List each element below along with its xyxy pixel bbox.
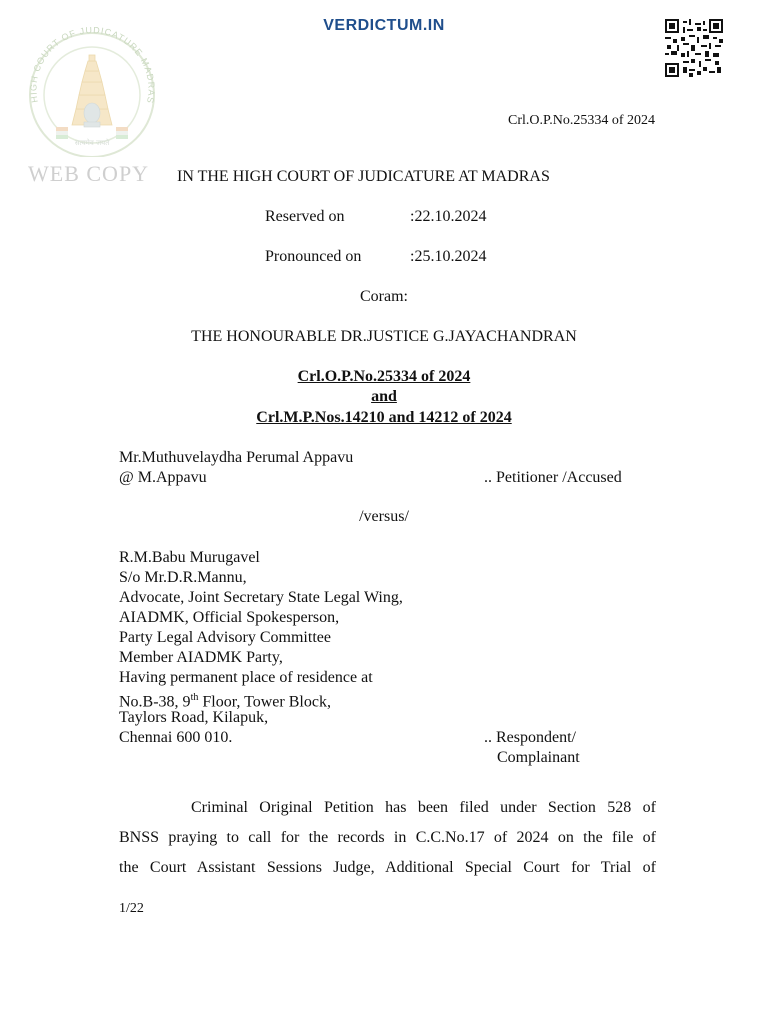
respondent-line: Having permanent place of residence at [119, 669, 373, 686]
case-number-secondary: Crl.M.P.Nos.14210 and 14212 of 2024 [256, 409, 512, 426]
page-number: 1/22 [119, 901, 144, 916]
respondent-line: AIADMK, Official Spokesperson, [119, 609, 340, 626]
respondent-line: Party Legal Advisory Committee [119, 629, 331, 646]
petitioner-alias: @ M.Appavu [119, 469, 207, 486]
pronounced-on-label: Pronounced on [265, 248, 362, 265]
respondent-role: .. Respondent/ [484, 729, 576, 746]
body-text-line: Criminal Original Petition has been filed under Section 528 of [191, 799, 656, 816]
respondent-line: Advocate, Joint Secretary State Legal Wing, [119, 589, 403, 606]
respondent-line: Member AIADMK Party, [119, 649, 283, 666]
court-seal-logo [20, 27, 165, 157]
address-superscript: th [190, 692, 199, 703]
judge-name: THE HONOURABLE DR.JUSTICE G.JAYACHANDRAN [191, 328, 577, 345]
petitioner-name: Mr.Muthuvelaydha Perumal Appavu [119, 449, 354, 466]
reserved-on-date: :22.10.2024 [410, 208, 487, 225]
reserved-on-label: Reserved on [265, 208, 345, 225]
respondent-line: S/o Mr.D.R.Mannu, [119, 569, 247, 586]
qr-code-icon [664, 19, 724, 77]
seal-motto: सत्यमेव जयते [74, 139, 110, 147]
respondent-line: Taylors Road, Kilapuk, [119, 709, 269, 726]
web-copy-watermark: WEB COPY [28, 161, 150, 186]
petitioner-role: .. Petitioner /Accused [484, 469, 622, 486]
address-prefix: No.B-38, 9 [119, 693, 191, 711]
respondent-line: Chennai 600 010. [119, 729, 233, 746]
court-title: IN THE HIGH COURT OF JUDICATURE AT MADRAS [177, 168, 550, 185]
address-suffix: Floor, Tower Block, [198, 693, 331, 711]
case-number-conjunction: and [371, 388, 397, 405]
seal-text: HIGH COURT OF JUDICATURE MADRAS [28, 27, 157, 105]
body-text-line: BNSS praying to call for the records in C.C.No.17 of 2024 on the file of [119, 829, 656, 846]
versus-separator: /versus/ [359, 508, 409, 525]
site-brand[interactable]: VERDICTUM.IN [323, 17, 445, 34]
respondent-line: R.M.Babu Murugavel [119, 549, 260, 566]
case-reference-header: Crl.O.P.No.25334 of 2024 [507, 113, 655, 128]
respondent-role-continued: Complainant [497, 749, 580, 766]
pronounced-on-date: :25.10.2024 [410, 248, 487, 265]
case-number-primary: Crl.O.P.No.25334 of 2024 [297, 368, 471, 385]
coram-label: Coram: [360, 288, 408, 305]
body-text-line: the Court Assistant Sessions Judge, Additional Special Court for Trial of [119, 859, 656, 876]
